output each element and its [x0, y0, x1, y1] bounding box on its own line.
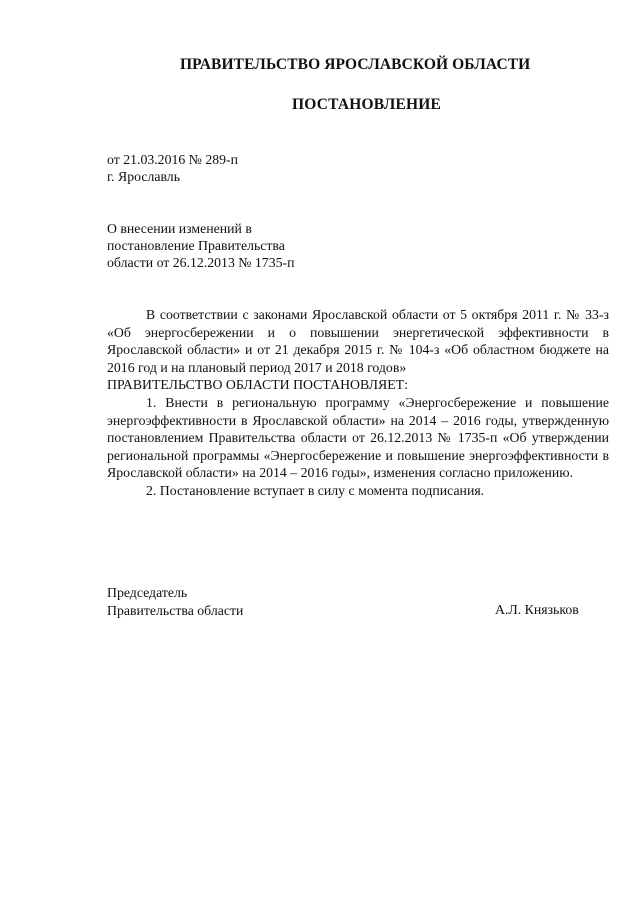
- subject-line-1: О внесении изменений в: [107, 221, 252, 236]
- document-body: [107, 306, 609, 500]
- date-number: от 21.03.2016 № 289-п: [107, 152, 239, 167]
- signatory-name: А.Л. Князьков: [495, 602, 579, 617]
- signatory-position: [107, 584, 243, 619]
- item-1-paragraph: 1. Внести в региональную программу «Энергосбережение и повышение энергоэффективности в Ярославской области» на 2014 – 2016 годы, утвержденную постановлением Правительства области от 26.12.2013 № 1735-п «Об утверждении региональной программы «Энергосбережение и повышение энергоэффективности в Ярославской области» на 2014 – 2016 годы», изменения согласно приложению.: [107, 394, 609, 481]
- signatory-position-line-2: Правительства области: [107, 602, 244, 618]
- preamble-paragraph: В соответствии с законами Ярославской области от 5 октября 2011 г. № 33-з «Об энергосбережении и о повышении энергетической эффективности в Ярославской области» и от 21 декабря 2015 г. № 104-з «Об областном бюджете на 2016 год и на плановый период 2017 и 2018 годов»: [107, 307, 609, 375]
- organization-title: ПРАВИТЕЛЬСТВО ЯРОСЛАВСКОЙ ОБЛАСТИ: [180, 56, 531, 73]
- signatory-position-line-1: Председатель: [107, 585, 188, 600]
- subject-line-2: постановление Правительства: [107, 238, 285, 253]
- item-2-paragraph: 2. Постановление вступает в силу с момента подписания.: [146, 482, 485, 498]
- document-type: ПОСТАНОВЛЕНИЕ: [292, 96, 442, 113]
- resolves-heading: ПРАВИТЕЛЬСТВО ОБЛАСТИ ПОСТАНОВЛЯЕТ:: [107, 377, 408, 393]
- place: г. Ярославль: [107, 169, 180, 184]
- subject-line-3: области от 26.12.2013 № 1735-п: [107, 255, 295, 270]
